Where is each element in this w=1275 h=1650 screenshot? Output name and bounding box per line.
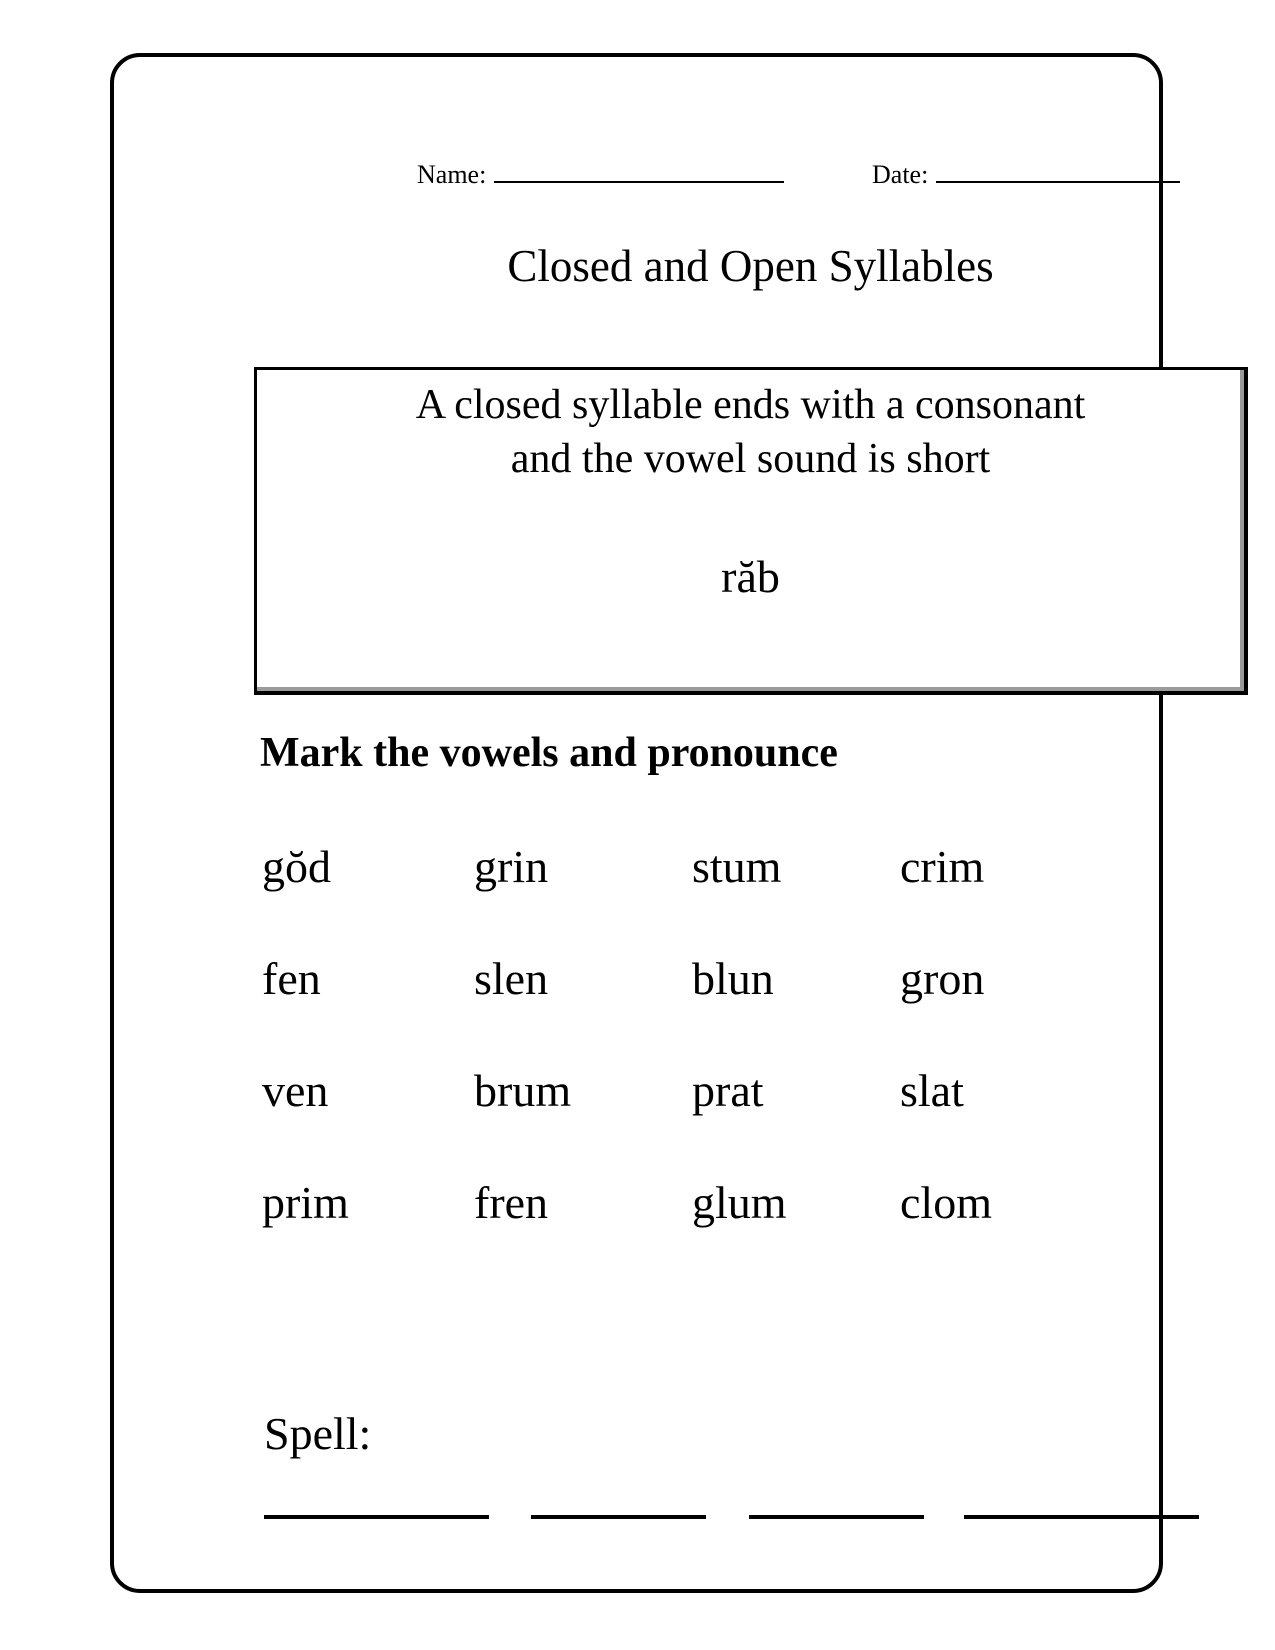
- name-label: Name:: [417, 160, 487, 189]
- word-item: blun: [692, 953, 774, 1004]
- word-item: grin: [474, 841, 549, 892]
- word-item: ven: [262, 1065, 329, 1116]
- section-heading: Mark the vowels and pronounce: [260, 730, 838, 776]
- word-item: slen: [474, 953, 549, 1004]
- date-label: Date:: [872, 160, 929, 189]
- word-item: clom: [900, 1177, 992, 1228]
- spell-blank-line: [964, 1515, 1199, 1519]
- date-field: [872, 157, 1180, 190]
- spell-blank-line: [749, 1515, 924, 1519]
- word-item: slat: [900, 1065, 964, 1116]
- word-item: fen: [262, 953, 321, 1004]
- word-item: gŏd: [262, 841, 331, 892]
- word-grid: [262, 839, 1130, 1287]
- spell-label: Spell:: [264, 1408, 372, 1459]
- example-word: răb: [721, 551, 780, 602]
- definition-line-1: A closed syllable ends with a consonant: [415, 382, 1086, 428]
- word-item: fren: [474, 1177, 549, 1228]
- word-item: brum: [474, 1065, 572, 1116]
- name-field: [417, 157, 784, 190]
- spell-blank-line: [264, 1515, 489, 1519]
- word-item: stum: [692, 841, 782, 892]
- word-item: glum: [692, 1177, 787, 1228]
- spell-blank-line: [531, 1515, 706, 1519]
- word-item: gron: [900, 953, 985, 1004]
- page-title: Closed and Open Syllables: [507, 241, 994, 291]
- word-item: prat: [692, 1065, 764, 1116]
- date-blank-line: [936, 157, 1180, 183]
- name-blank-line: [494, 157, 784, 183]
- definition-line-2: and the vowel sound is short: [510, 436, 991, 482]
- word-item: prim: [262, 1177, 349, 1228]
- definition-box: [254, 367, 1248, 695]
- worksheet-frame: [110, 53, 1163, 1593]
- word-item: crim: [900, 841, 985, 892]
